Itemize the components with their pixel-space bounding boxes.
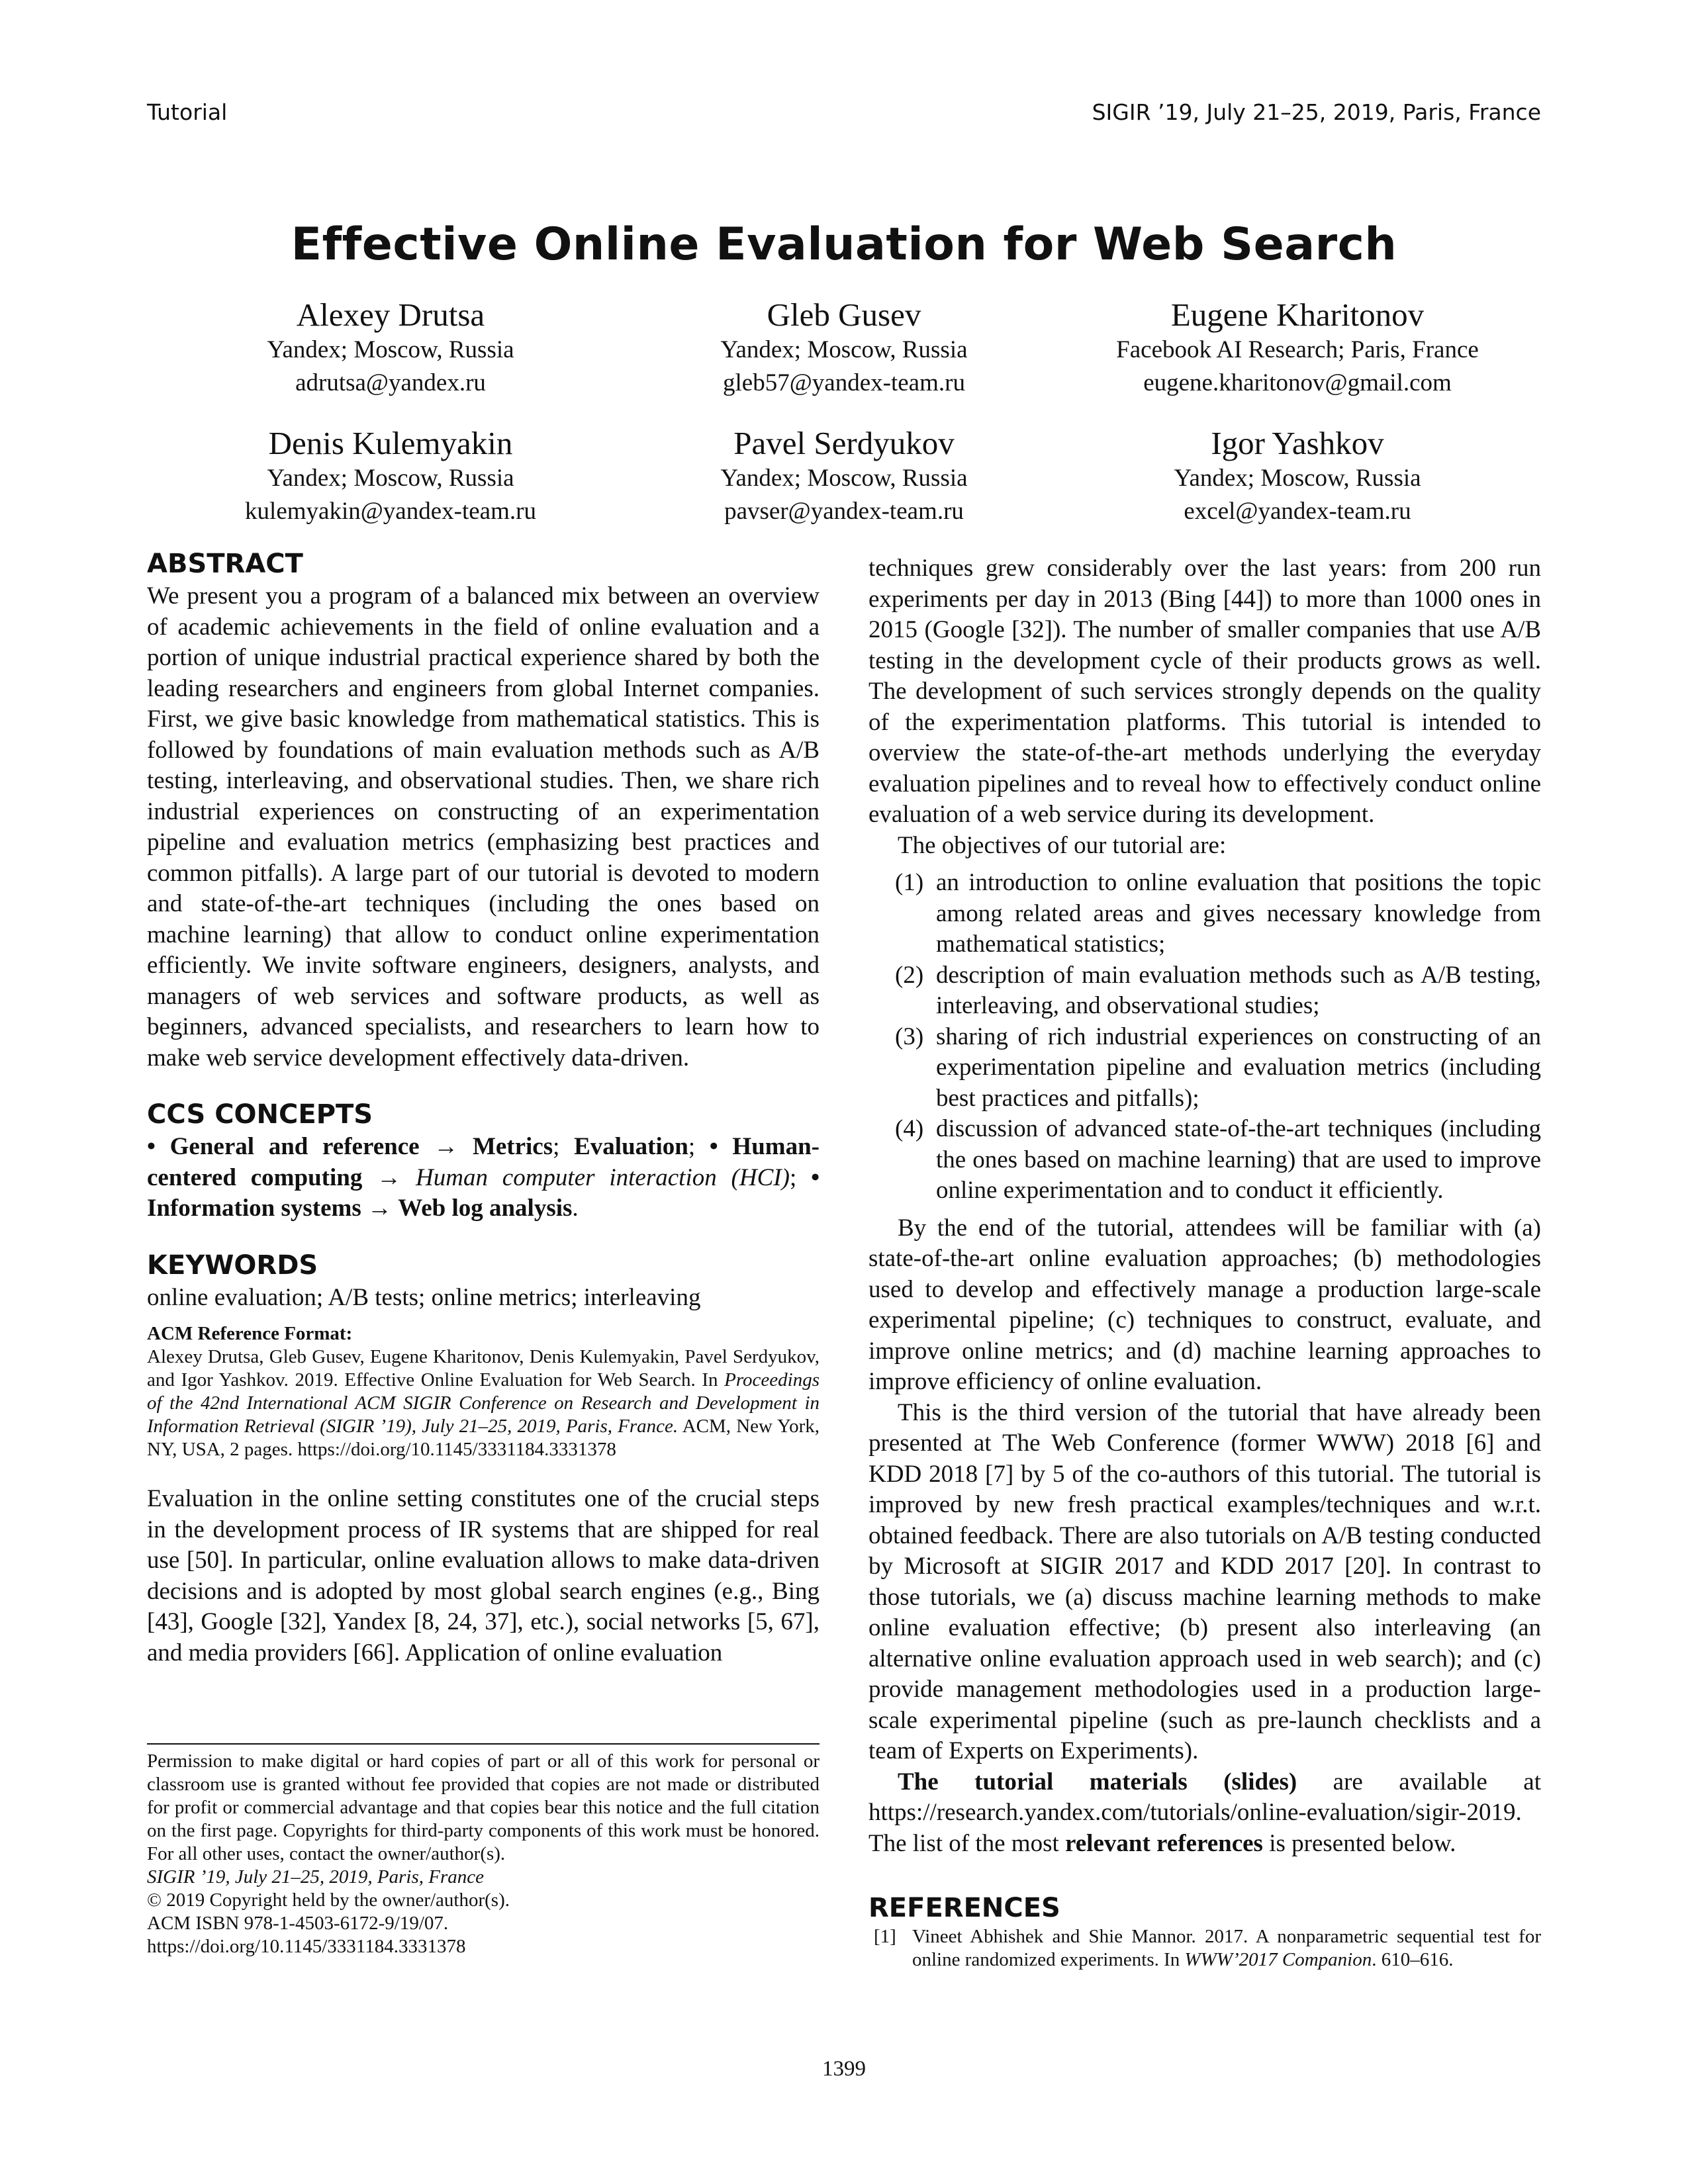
ccs-term: • Human-centered computing bbox=[147, 1133, 820, 1191]
ccs-arrow: → bbox=[419, 1133, 473, 1160]
author-email: pavser@yandex-team.ru bbox=[724, 498, 964, 525]
ccs-separator: ; bbox=[789, 1163, 812, 1191]
author-block bbox=[139, 425, 642, 528]
permission-text: Permission to make digital or hard copies of part or all of this work for personal or classroom use is granted without fee provided that copies are not made or distributed for profit or commercial advantage and that copies bear this notice and the full citation on the first page. Copyrights for third-party components of this work must be honored. For all other uses, contact the owner/author(s). bbox=[147, 1751, 820, 1864]
references-heading: REFERENCES bbox=[868, 1893, 1060, 1923]
acm-reference bbox=[147, 1322, 820, 1461]
list-item bbox=[868, 868, 1541, 960]
keywords-heading: KEYWORDS bbox=[147, 1250, 318, 1281]
author-name: Eugene Kharitonov bbox=[1170, 296, 1425, 333]
ccs-arrow: → bbox=[362, 1163, 416, 1191]
author-block bbox=[592, 425, 1096, 528]
list-item bbox=[868, 960, 1541, 1022]
list-item-text: discussion of advanced state-of-the-art techniques (including the ones based on machine learning) that are used to improve online experimentation and to conduct it efficiently. bbox=[936, 1115, 1541, 1204]
ccs-term: Human computer interaction (HCI) bbox=[416, 1163, 790, 1191]
author-affiliation: Yandex; Moscow, Russia bbox=[267, 336, 514, 363]
author-affiliation: Yandex; Moscow, Russia bbox=[720, 465, 968, 492]
list-item-number: (1) bbox=[895, 869, 924, 896]
footnote-rule bbox=[147, 1743, 820, 1745]
author-email: adrutsa@yandex.ru bbox=[295, 369, 486, 396]
author-email: gleb57@yandex-team.ru bbox=[723, 369, 965, 396]
permission-doi: https://doi.org/10.1145/3331184.3331378 bbox=[147, 1936, 466, 1957]
acm-reference-heading: ACM Reference Format: bbox=[147, 1323, 353, 1344]
ccs-term: • Information systems bbox=[147, 1163, 820, 1222]
author-email: excel@yandex-team.ru bbox=[1184, 498, 1411, 525]
reference-pages: . 610–616. bbox=[1372, 1949, 1454, 1970]
reference-text: Vineet Abhishek and Shie Mannor. 2017. A nonparametric sequential test for online randomized experiments. In bbox=[912, 1926, 1541, 1970]
author-block bbox=[1046, 296, 1549, 400]
ccs-separator: ; bbox=[688, 1133, 710, 1160]
author-affiliation: Yandex; Moscow, Russia bbox=[1174, 465, 1421, 492]
author-email: eugene.kharitonov@gmail.com bbox=[1143, 369, 1452, 396]
list-item-number: (2) bbox=[895, 961, 924, 989]
permission-block bbox=[147, 1750, 820, 1958]
body-paragraph: By the end of the tutorial, attendees will be familiar with (a) state-of-the-art online evaluation approaches; (b) methodologies used to develop and effectively manage a production large-scale experimental pipeline; (c) techniques to construct, evaluate, and improve online metrics; and (d) machine learning approaches to improve efficiency of online evaluation. bbox=[868, 1214, 1541, 1395]
author-affiliation: Facebook AI Research; Paris, France bbox=[1116, 336, 1479, 363]
body-paragraph: techniques grew considerably over the last years: from 200 run experiments per day in 2013 (Bing [44]) to more than 1000 ones in 2015 (Google [32]). The number of smaller companies that use A/B testing in the development cycle of their products grows as well. The development of such services strongly depends on the quality of the experimentation platforms. This tutorial is intended to overview the state-of-the-art methods underlying the everyday evaluation pipelines and to reveal how to effectively conduct online evaluation of a web service during its development. bbox=[868, 555, 1541, 828]
author-name: Igor Yashkov bbox=[1211, 425, 1384, 461]
author-affiliation: Yandex; Moscow, Russia bbox=[720, 336, 968, 363]
list-item-text: sharing of rich industrial experiences on constructing of an experimentation pipeline and evaluation metrics (including best practices and pitfalls); bbox=[936, 1023, 1541, 1112]
ccs-term: Evaluation bbox=[574, 1133, 688, 1160]
emphasis: The tutorial materials (slides) bbox=[898, 1768, 1297, 1796]
list-item-text: an introduction to online evaluation that positions the topic among related areas and gives necessary knowledge from mathematical statistics; bbox=[936, 869, 1541, 958]
running-header-left: Tutorial bbox=[147, 99, 228, 125]
abstract-text: We present you a program of a balanced mix between an overview of academic achievements in the field of online evaluation and a portion of unique industrial practical experience shared by both the leading researchers and engineers from global Internet companies. First, we give basic knowledge from mathematical statistics. This is followed by foundations of main evaluation methods such as A/B testing, interleaving, and observational studies. Then, we share rich industrial experiences on constructing of an experimentation pipeline and evaluation metrics (emphasizing best practices and common pitfalls). A large part of our tutorial is devoted to modern and state-of-the-art techniques (including the ones based on machine learning) that allow to conduct online experimentation efficiently. We invite software engineers, designers, analysts, and managers of web services and software products, as well as beginners, advanced specialists, and researchers to learn how to make web service development effectively data-driven. bbox=[147, 582, 820, 1071]
body-text: are available at https://research.yandex.com/tutorials/online-evaluation/sigir-2019. The list of the most bbox=[868, 1768, 1541, 1857]
intro-paragraph: Evaluation in the online setting constitutes one of the crucial steps in the development process of IR systems that are shipped for real use [50]. In particular, online evaluation allows to make data-driven decisions and is adopted by most global search engines (e.g., Bing [43], Google [32], Yandex [8, 24, 37], etc.), social networks [5, 67], and media providers [66]. Application of online evaluation bbox=[147, 1485, 820, 1666]
body-paragraph: The objectives of our tutorial are: bbox=[898, 831, 1227, 859]
ccs-term: Metrics bbox=[472, 1133, 553, 1160]
permission-copyright: © 2019 Copyright held by the owner/author(s). bbox=[147, 1889, 510, 1911]
right-column bbox=[868, 553, 1541, 1972]
author-affiliation: Yandex; Moscow, Russia bbox=[267, 465, 514, 492]
abstract-heading: ABSTRACT bbox=[147, 549, 303, 579]
author-name: Gleb Gusev bbox=[767, 296, 921, 333]
ccs-term: • General and reference bbox=[147, 1133, 420, 1160]
ccs-separator: ; bbox=[553, 1133, 575, 1160]
author-name: Alexey Drutsa bbox=[296, 296, 485, 333]
list-item-number: (4) bbox=[895, 1115, 924, 1142]
ccs-term: Web log analysis bbox=[398, 1195, 573, 1222]
reference-number: [1] bbox=[874, 1926, 896, 1947]
ccs-separator: . bbox=[572, 1195, 579, 1222]
author-name: Denis Kulemyakin bbox=[268, 425, 513, 461]
list-item-text: description of main evaluation methods such as A/B testing, interleaving, and observational studies; bbox=[936, 961, 1541, 1019]
ccs-concepts bbox=[147, 1132, 820, 1224]
ccs-heading: CCS CONCEPTS bbox=[147, 1099, 373, 1130]
author-block bbox=[139, 296, 642, 400]
list-item bbox=[868, 1114, 1541, 1206]
paper-title: Effective Online Evaluation for Web Search bbox=[291, 218, 1397, 271]
author-email: kulemyakin@yandex-team.ru bbox=[245, 498, 536, 525]
acm-reference-doi: ACM, New York, NY, USA, 2 pages. https://doi.org/10.1145/3331184.3331378 bbox=[147, 1416, 820, 1460]
author-block bbox=[1046, 425, 1549, 528]
body-text: is presented below. bbox=[1262, 1829, 1456, 1857]
permission-venue: SIGIR ’19, July 21–25, 2019, Paris, France bbox=[147, 1866, 485, 1888]
running-header-right: SIGIR ’19, July 21–25, 2019, Paris, France bbox=[1092, 99, 1541, 125]
objectives-list bbox=[868, 868, 1541, 1206]
left-column bbox=[147, 547, 820, 1668]
reference-item bbox=[868, 1925, 1541, 1972]
acm-reference-venue: Proceedings of the 42nd International ACM SIGIR Conference on Research and Development in Information Retrieval (SIGIR ’19), July 21–25, 2019, Paris, France. bbox=[147, 1369, 820, 1437]
emphasis: relevant references bbox=[1065, 1829, 1263, 1857]
list-item bbox=[868, 1022, 1541, 1115]
ccs-arrow: → bbox=[361, 1195, 399, 1222]
author-block bbox=[592, 296, 1096, 400]
page-number: 1399 bbox=[822, 2057, 866, 2081]
permission-isbn: ACM ISBN 978-1-4503-6172-9/19/07. bbox=[147, 1913, 449, 1934]
acm-reference-text: Alexey Drutsa, Gleb Gusev, Eugene Kharitonov, Denis Kulemyakin, Pavel Serdyukov, and Igor Yashkov. 2019. Effective Online Evaluation for Web Search. In bbox=[147, 1346, 820, 1390]
body-paragraph: This is the third version of the tutorial that have already been presented at The Web Conference (former WWW) 2018 [6] and KDD 2018 [7] by 5 of the co-authors of this tutorial. The tutorial is improved by new fresh practical examples/techniques and w.r.t. obtained feedback. There are also tutorials on A/B testing conducted by Microsoft at SIGIR 2017 and KDD 2017 [20]. In contrast to those tutorials, we (a) discuss machine learning methods to make online evaluation effective; (b) present also interleaving (an alternative online evaluation approach used in web search); and (c) provide management methodologies used in a production large-scale experimental pipeline (such as pre-launch checklists and a team of Experts on Experiments). bbox=[868, 1398, 1541, 1764]
author-name: Pavel Serdyukov bbox=[733, 425, 955, 461]
keywords-text: online evaluation; A/B tests; online metrics; interleaving bbox=[147, 1283, 701, 1311]
list-item-number: (3) bbox=[895, 1023, 924, 1050]
body-paragraph bbox=[868, 1767, 1541, 1860]
reference-venue: WWW’2017 Companion bbox=[1184, 1949, 1372, 1970]
